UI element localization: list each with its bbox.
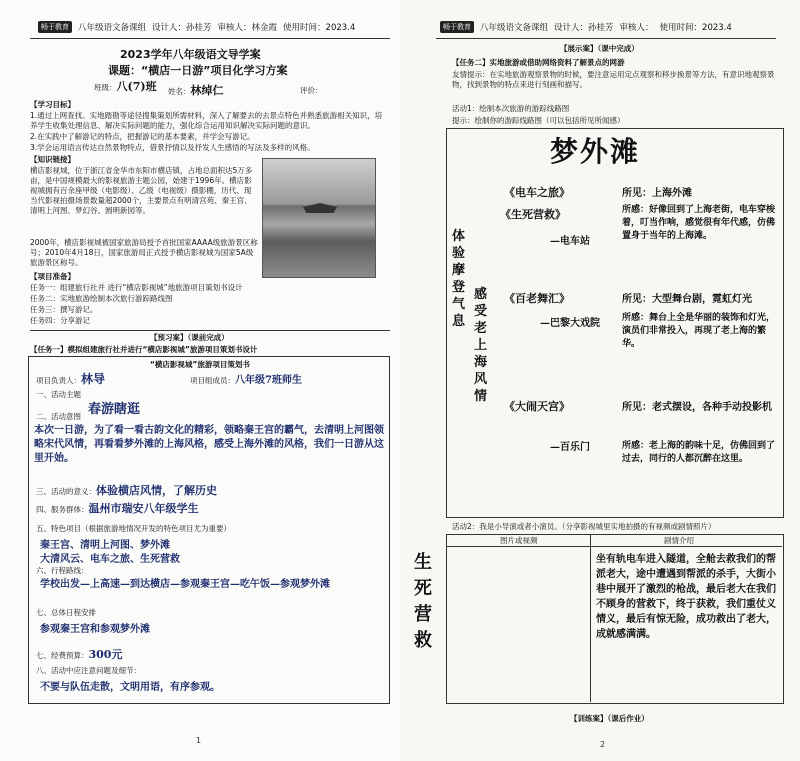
links-paragraph-2: 2000年，横店影视城被国家旅游局授予首批国家AAAA级旅游景区称号；2010年4月18日，国家旅游局正式授予横店影视城为国家5A级旅游景区称号。 (30, 238, 258, 267)
leader-value: 林导 (81, 372, 106, 386)
spot-place: —百乐门 (550, 442, 590, 453)
task-item: 任务一：组建旅行社并 进行“横店影视城”地旅游项目策划书设计 (30, 283, 243, 292)
feature-value-1: 秦王宫、清明上河图、梦外滩 (40, 540, 170, 551)
budget-field: 七、经费预算：300元 (36, 648, 123, 661)
theme-label: 一、活动主题 (36, 390, 81, 399)
header-date: 使用时间：2023.4 (283, 23, 356, 33)
spot-seen: 所见：上海外滩 (622, 188, 692, 199)
route-map-title: 梦外滩 (550, 135, 641, 168)
spot-feel: 所感：舞台上全是华丽的装饰和灯光，演员们非常投入，再现了老上海的繁华。 (622, 313, 776, 349)
table-header-plot: 剧情介绍 (664, 536, 694, 545)
activity2-label: 活动2：我是小导演或者小演员。（分享影视城里实地拍摄的有视频或剧情照片） (452, 522, 716, 531)
notes-value: 不要与队伍走散，文明用语，有序参观。 (40, 682, 220, 693)
goal-1: 1.通过上网查找、实地踏勘等途径搜集策划所需材料，深入了解要去的去景点特色并熟悉旅游相关知识，培养学生收集处理信息、解决实际问题的能力，强化综合运用知识解决实际问题的意识。 (30, 111, 383, 130)
eval-field: 评价： (300, 86, 323, 95)
spot-place: —电车站 (550, 236, 590, 247)
goal-2: 2.在实践中了解游记的特点，把握游记的基本要素，并学会写游记。 (30, 132, 255, 141)
page-title: 2023学年八年级语文导学案 (120, 48, 261, 61)
header-subject: 八年级语文备课组 (480, 23, 549, 33)
task-item: 任务四：分享游记 (30, 316, 90, 325)
drama-description: 坐有轨电车进入隧道，全舱去救我们的帮派老大，途中遭遇到帮派的杀手，大街小巷中展开了激烈的枪战，最后老大在我们不顾身的营救下，终于获救，我们重仗义情义，最后有惊无险，成功救出了老大，成就感满满。 (596, 554, 776, 640)
spot-subname: 《生死营救》 (500, 208, 566, 221)
palace-roof-shape (303, 203, 337, 213)
route-value: 学校出发—上高速—到达横店—参观秦王宫—吃午饭—参观梦外滩 (40, 579, 330, 590)
page-header (440, 18, 732, 36)
spot-seen: 所见：大型舞台剧，霓虹灯光 (622, 294, 752, 305)
header-designer: 设计人：孙桂芳 (554, 23, 614, 33)
lesson-subtitle: 课题：“横店一日游”项目化学习方案 (108, 64, 288, 77)
budget-value: 300元 (88, 648, 123, 661)
task2-tip: 友情提示：在实地旅游观察景物的时候，要注意运用定点观察和移步换景等方法，有意识地观察景物，找到景物的特点来进行刻画和描写。 (452, 70, 775, 89)
spot-name: 《大闹天宫》 (504, 400, 570, 413)
group-value: 八年级7班师生 (235, 375, 302, 386)
spot-feel: 所感：好像回到了上海老街，电车穿梭着，叮当作响，感觉很有年代感，仿佛置身于当年的上海滩。 (622, 205, 776, 241)
class-field: 班级：八(7)班 (94, 80, 157, 93)
spot-feel: 所感：老上海的韵味十足，仿佛回到了过去，同行的人都沉醉在这里。 (622, 441, 776, 464)
header-date: 使用时间：2023.4 (659, 23, 732, 33)
header-divider (436, 38, 776, 39)
intent-label: 二、活动意图 (36, 412, 81, 421)
name-field: 姓名：林绰仁 (168, 84, 224, 97)
feature-label: 五、特色项目（根据旅游地情况开发的特色项目尤为重要） (36, 524, 231, 533)
plan-title: “横店影视城”旅游项目策划书 (150, 360, 250, 369)
header-divider (30, 38, 390, 39)
show-heading: 【展示案】（课中完成） (560, 44, 639, 53)
prep-heading: 【项目准备】 (30, 272, 75, 281)
drama-title: 生死营救 (414, 552, 432, 651)
significance-field: 三、活动的意义：体验横店风情，了解历史 (36, 484, 217, 497)
task-item: 任务三：撰写游记。 (30, 305, 98, 314)
task-item: 任务二：实地旅游绘制本次旅行游踪路线图 (30, 294, 173, 303)
spot-seen: 所见：老式摆设，各种手动投影机 (622, 402, 772, 413)
header-reviewer: 审核人：林金霞 (217, 23, 278, 33)
school-logo: 畅于教育 (38, 21, 72, 33)
spot-place: —巴黎大戏院 (540, 318, 600, 329)
page-number: 2 (600, 740, 606, 749)
goals-heading: 【学习目标】 (30, 100, 75, 109)
table-header-divider (446, 546, 782, 547)
schedule-value: 参观秦王宫和参观梦外滩 (40, 624, 150, 635)
header-designer: 设计人：孙桂芳 (152, 23, 212, 33)
spot-name: 《百老舞汇》 (504, 292, 570, 305)
table-column-divider (590, 534, 591, 702)
section-divider (30, 330, 390, 331)
class-value: 八(7)班 (116, 80, 157, 93)
group-field: 项目组成员：八年级7班师生 (190, 375, 302, 386)
goal-3: 3.学会运用语言传达自然景物特点，借景抒情以及抒发人生感悟的写法及多样的风格。 (30, 143, 315, 152)
side-label-left: 体验摩登气息 (452, 229, 466, 329)
theme-value: 春游瞎逛 (88, 402, 141, 417)
task2-title: 【任务二】实地旅游或借助网络资料了解景点的网游 (452, 58, 625, 67)
school-logo: 畅于教育 (440, 21, 474, 33)
name-value: 林绰仁 (190, 84, 224, 97)
significance-value: 体验横店风情，了解历史 (96, 484, 217, 497)
notes-label: 八、活动中应注意问题及细节： (36, 666, 141, 675)
header-subject: 八年级语文备课组 (78, 23, 147, 33)
preview-heading: 【预习案】（课前完成） (150, 333, 229, 342)
side-label-right: 感受老上海风情 (474, 287, 488, 404)
worksheet-page-2 (400, 0, 800, 761)
feature-value-2: 大清风云、电车之旅、生死营救 (40, 554, 180, 565)
page-number: 1 (196, 736, 202, 745)
route-label: 六、行程路线： (36, 566, 89, 575)
hengdian-palace-photo (262, 158, 376, 278)
header-reviewer: 审核人： (619, 23, 654, 33)
route-hint: 提示：绘制你的游踪线路图（可以包括所见所闻感） (452, 116, 625, 125)
links-heading: 【知识链接】 (30, 155, 75, 164)
table-header-media: 图片或视频 (500, 536, 538, 545)
spot-name: 《电车之旅》 (504, 186, 570, 199)
page-header (38, 18, 355, 36)
links-paragraph-1: 横店影视城，位于浙江省金华市东阳市横店镇，占地总面积达5万多亩，是中国规模最大的影视旅游主题公园，始建于1996年。横店影视城拥有百余座甲级（电影级）、乙级（电视级）摄影棚，历代、现当代影视拍摄场景数量超2000个，主要景点有明清宫苑、秦王宫、清明上河图、梦幻谷、圆明新园等。 (30, 166, 253, 215)
audience-field: 四、服务群体：温州市瑞安八年级学生 (36, 502, 199, 515)
leader-field: 项目负责人：林导 (36, 372, 106, 386)
activity1-label: 活动1：绘制本次旅游的游踪线路图 (452, 104, 570, 113)
task1-title: 【任务一】模拟组建旅行社并进行“横店影视城”旅游项目策划书设计 (30, 345, 258, 354)
intent-value: 本次一日游，为了看一看古韵文化的精彩，领略秦王宫的霸气，去清明上河图领略宋代风情，再看看梦外滩的上海风格，感受上海外滩的风格，我们一日游从这里开始。 (34, 425, 384, 464)
schedule-label: 七、总体日程安排 (36, 608, 96, 617)
train-heading: 【训练案】（课后作业） (570, 714, 649, 723)
audience-value: 温州市瑞安八年级学生 (88, 502, 199, 515)
